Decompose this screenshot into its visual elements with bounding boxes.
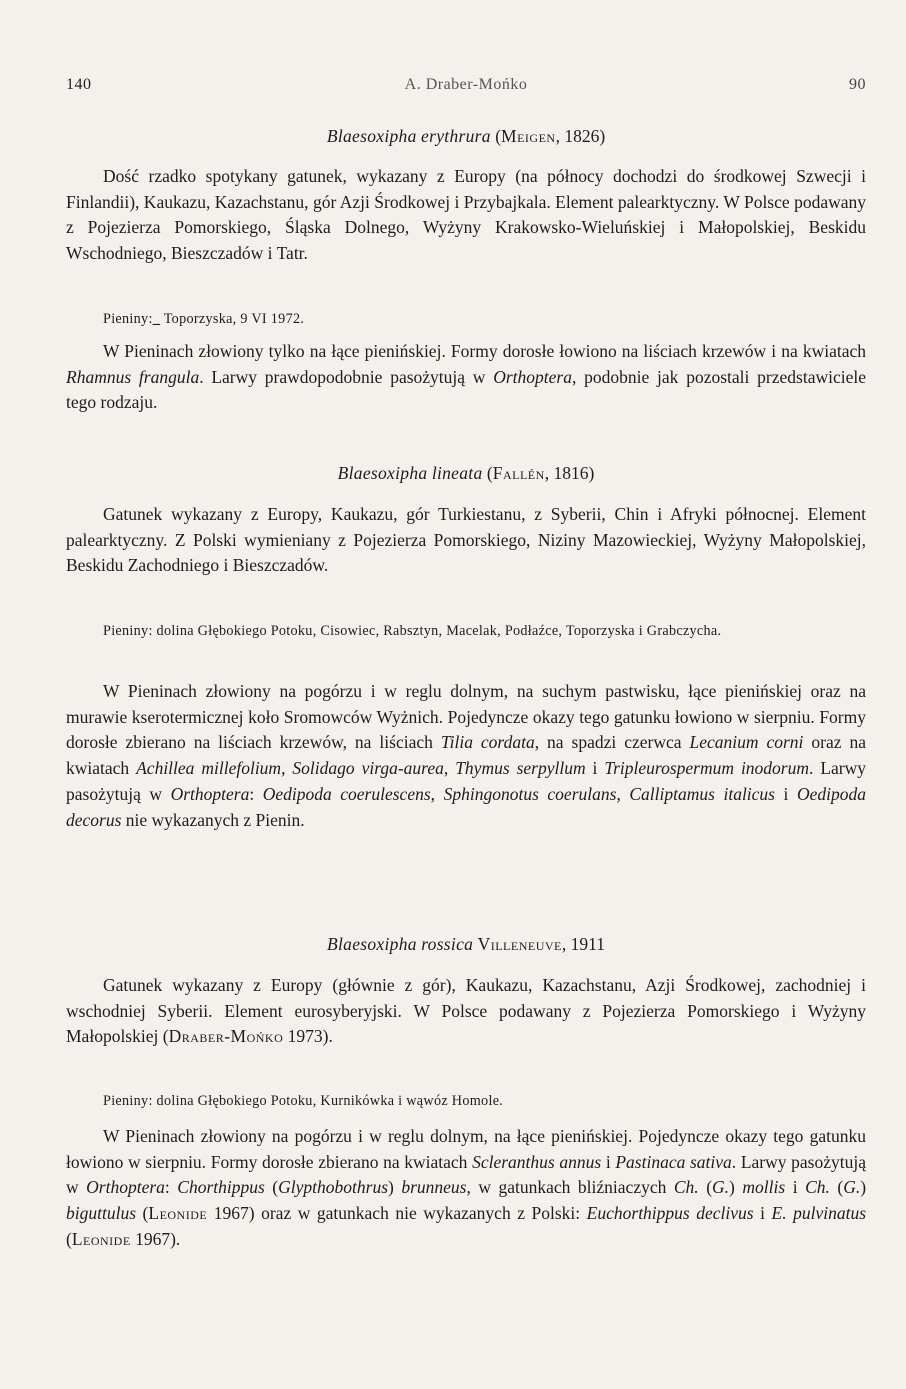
taxon-name: Solidago virga-aurea [292,758,444,779]
notes-text: ( [698,1177,713,1198]
taxon-name: mollis [742,1177,786,1198]
notes-text: : [164,1177,178,1198]
distribution-text: Gatunek wykazany z Europy (głównie z gór), Kaukazu, Kazachstanu, Azji Środkowej, zachodniej i wschodniej Syberii. Element eurosyberyjski. W Polsce podawany z Pojezierza Pomorskiego i Wyżyny Małopolskiej ( [66,975,866,1047]
notes-text: . Larwy pasożytują w [66,1151,866,1198]
locality-text: Toporzyska, 9 VI 1972. [160,311,305,327]
taxon-name: Calliptamus italicus [629,783,775,804]
citation-author: Leonide [71,1228,131,1249]
taxon-name: Orthoptera [86,1177,165,1198]
genus-name: Blaesoxipha [337,463,428,483]
notes-text: . Larwy pasożytują w [66,758,867,804]
taxon-name: G. [712,1177,730,1198]
species-epithet: lineata [431,463,483,483]
taxon-name: G. [843,1177,861,1198]
paren: ( [486,463,493,483]
locality-line [66,308,866,331]
distribution-paragraph: Gatunek wykazany z Europy, Kaukazu, gór Turkiestanu, z Syberii, Chin i Afryki północnej. Element palearktyczny. Z Polski wymieniany z Pojezierza Pomorskiego, Niziny Mazowieckiej, Wyżyny Małopolskiej, Beskidu Zachodniego i Bieszczadów. [66,504,866,576]
species-heading-erythrura [66,126,866,147]
locality-line [66,620,866,643]
notes-paragraph [66,339,866,416]
genus-name: Blaesoxipha [327,934,417,954]
section-number: 90 [849,76,866,93]
species-heading-lineata [66,463,866,484]
species-epithet: rossica [421,934,474,954]
notes-paragraph [66,679,866,833]
citation-author: Draber-Mońko [168,1026,284,1047]
notes-text: ( [66,1228,72,1249]
taxon-name: Achillea millefolium [136,758,282,779]
species-author: Villeneuve [477,934,562,954]
running-author: A. Draber-Mońko [404,76,528,93]
notes-text: , w gatunkach bliźniaczych [466,1177,674,1198]
notes-text: ( [829,1177,844,1198]
taxon-name: Scleranthus annus [472,1151,602,1172]
notes-paragraph [66,1124,866,1253]
notes-text: W Pieninach złowiony na pogórzu i w reglu dolnym, na suchym pastwisku, łące pienińskiej oraz na murawie kserotermicznej koło Sromowców Wyżnich. Pojedyncze okazy tego gatunku łowiono w sierpniu. Formy dorosłe zbierano na liściach krzewów, na liściach [66,681,866,753]
notes-text: , [430,783,444,804]
locality-line [66,1090,866,1113]
notes-text: , [616,783,630,804]
taxon-name: Euchorthippus declivus [586,1203,754,1224]
notes-text: oraz na kwiatach [66,732,867,779]
running-header [66,76,866,98]
distribution-paragraph: Dość rzadko spotykany gatunek, wykazany z Europy (na północy dochodzi do środkowej Szwecji i Finlandii), Kaukazu, Kazachstanu, gór Azji Środkowej i Przybajkala. Element palearktyczny. W Polsce podawany z Pojezierza Pomorskiego, Śląska Dolnego, Wyżyny Krakowsko-Wieluńskiej i Małopolskiej, Beskidu Wschodniego, Bieszczadów i Tatr. [66,166,866,264]
taxon-name: Lecanium corni [689,732,804,753]
taxon-name: brunneus [401,1177,467,1198]
notes-text: ) [729,1177,743,1198]
notes-text: ( [264,1177,279,1198]
taxon-name: Rhamnus frangula [66,366,200,387]
notes-text: ) [388,1177,402,1198]
locality-text: dolina Głębokiego Potoku, Cisowiec, Rabsztyn, Macelak, Podłaźce, Toporzyska i Grabczycha. [152,623,722,639]
notes-text: , na spadzi czerwca [534,732,690,753]
notes-text: 1967) oraz w gatunkach nie wykazanych z Polski: [207,1203,587,1224]
locality-label: Pieniny: [103,1093,153,1109]
taxon-name: Orthoptera [170,783,250,804]
notes-text: ( [136,1203,149,1224]
notes-text: nie wykazanych z Pienin. [121,809,305,830]
taxon-name: Thymus serpyllum [455,758,586,779]
species-year: , 1911 [561,934,605,954]
notes-text: i [785,1177,806,1198]
paren: ( [495,126,502,146]
notes-text: i [775,783,797,804]
locality-dash: _ [152,311,161,327]
notes-text: , podobnie jak pozostali przedstawiciele tego rodzaju. [66,366,866,413]
notes-text: i [753,1203,772,1224]
species-heading-rossica [66,934,866,955]
notes-text: , [281,758,293,779]
taxon-name: E. pulvinatus [771,1203,867,1224]
taxon-name: Orthoptera [493,366,572,387]
taxon-name: Oedipoda coerulescens [262,783,431,804]
notes-text: W Pieninach złowiony na pogórzu i w reglu dolnym, na łące pienińskiej. Pojedyncze okazy tego gatunku łowiono w sierpniu. Formy dorosłe zbierano na kwiatach [66,1126,866,1172]
notes-text: ) [860,1177,867,1198]
genus-name: Blaesoxipha [326,126,417,146]
taxon-name: Chorthippus [177,1177,265,1198]
taxon-name: Ch. [673,1177,699,1198]
distribution-text: 1973). [283,1026,333,1047]
locality-text: dolina Głębokiego Potoku, Kurnikówka i wąwóz Homole. [152,1093,504,1109]
notes-text: i [601,1151,616,1172]
distribution-paragraph [66,973,866,1050]
notes-text: : [249,783,263,804]
species-author: Meigen [501,126,556,146]
species-year: , 1826) [555,126,606,146]
citation-author: Leonide [148,1203,208,1224]
taxon-name: Glypthobothrus [278,1177,389,1198]
notes-text: , [443,758,456,779]
locality-label: Pieniny: [103,311,153,327]
species-year: , 1816) [544,463,595,483]
taxon-name: Tripleurospermum inodorum [604,758,810,779]
taxon-name: Ch. [805,1177,830,1198]
taxon-name: Oedipoda decorus [66,783,866,830]
notes-text: i [585,758,605,779]
notes-text: 1967). [130,1228,181,1249]
page-number: 140 [66,76,92,93]
taxon-name: Sphingonotus coerulans [443,783,617,804]
species-epithet: erythrura [421,126,491,146]
taxon-name: biguttulus [66,1203,137,1224]
taxon-name: Pastinaca sativa [615,1151,732,1172]
taxon-name: Tilia cordata [440,732,535,753]
notes-text: . Larwy prawdopodobnie pasożytują w [199,366,494,387]
species-author: Fallén [492,463,545,483]
notes-text: W Pieninach złowiony tylko na łące pienińskiej. Formy dorosłe łowiono na liściach krzewów i na kwiatach [103,341,866,361]
locality-label: Pieniny: [103,623,153,639]
